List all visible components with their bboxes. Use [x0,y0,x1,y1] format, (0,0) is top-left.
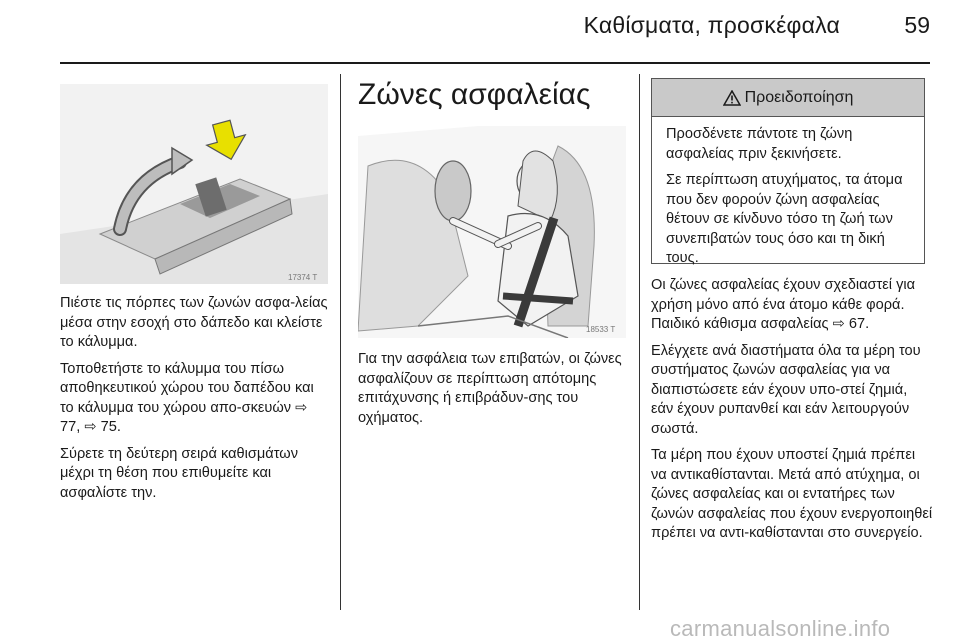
section-title: Ζώνες ασφαλείας [358,78,591,111]
buckle-recess-illustration [60,84,328,284]
warning-box [651,78,925,264]
paragraph: Οι ζώνες ασφαλείας έχουν σχεδιαστεί για χρήση μόνο από ένα άτομο κάθε φορά. Παιδικό κάθισμα ασφαλείας ⇨ 67. [651,277,916,332]
driver-seatbelt-illustration [358,126,626,338]
warning-triangle-icon [723,90,741,106]
paragraph: Πιέστε τις πόρπες των ζωνών ασφα-λείας μέσα στην εσοχή στο δάπεδο και κλείστε το κάλυμμα. [60,295,328,350]
paragraph: Τοποθετήστε το κάλυμμα του πίσω αποθηκευτικού χώρου του δαπέδου και το κάλυμμα του χώρου απο-σκευών ⇨ 77, ⇨ 75. [60,360,314,435]
column-divider-left [340,74,341,610]
figure-code: 18533 T [586,325,616,334]
watermark: carmanualsonline.info [670,616,891,641]
page-number: 59 [904,12,930,38]
header-rule [60,62,930,64]
warning-body [652,117,924,269]
warning-paragraph: Προσδένετε πάντοτε τη ζώνη ασφαλείας πριν ξεκινήσετε. [666,126,853,162]
middle-column-text [358,350,626,435]
warning-title: Προειδοποίηση [744,88,854,106]
figure-code: 17374 T [288,273,318,282]
paragraph: Ελέγχετε ανά διαστήματα όλα τα μέρη του συστήματος ζωνών ασφαλείας για να διαπιστώσετε εάν έχουν υπο-στεί ζημιά, εάν έχουν ρυπανθεί και εάν λειτουργούν σωστά. [651,342,921,437]
page-title: Καθίσματα, προσκέφαλα [583,12,840,38]
warning-paragraph: Σε περίπτωση ατυχήματος, τα άτομα που δεν φορούν ζώνη ασφαλείας θέτουν σε κίνδυνο τόσο τη ζωή των συνεπιβατών τους όσο και τη δική τους. [666,172,903,266]
buckle-recess-figure [60,84,328,284]
driver-seatbelt-figure [358,126,626,338]
column-divider-right [639,74,640,610]
paragraph: Σύρετε τη δεύτερη σειρά καθισμάτων μέχρι τη θέση που επιθυμείτε και ασφαλίστε την. [60,445,298,501]
paragraph: Για την ασφάλεια των επιβατών, οι ζώνες ασφαλίζουν σε περίπτωση απότομης επιτάχυνσης ή επιβράδυν-σης του οχήματος. [358,351,622,426]
left-column-text [60,294,328,510]
paragraph: Τα μέρη που έχουν υποστεί ζημιά πρέπει να αντικαθίστανται. Μετά από ατύχημα, οι ζώνες ασφαλείας και οι εντατήρες των ζωνών ασφαλείας που έχουν ενεργοποιηθεί πρέπει να αντι-καθίστανται στο συνεργείο. [651,447,933,541]
warning-header [652,79,924,117]
right-column-text [651,276,933,551]
